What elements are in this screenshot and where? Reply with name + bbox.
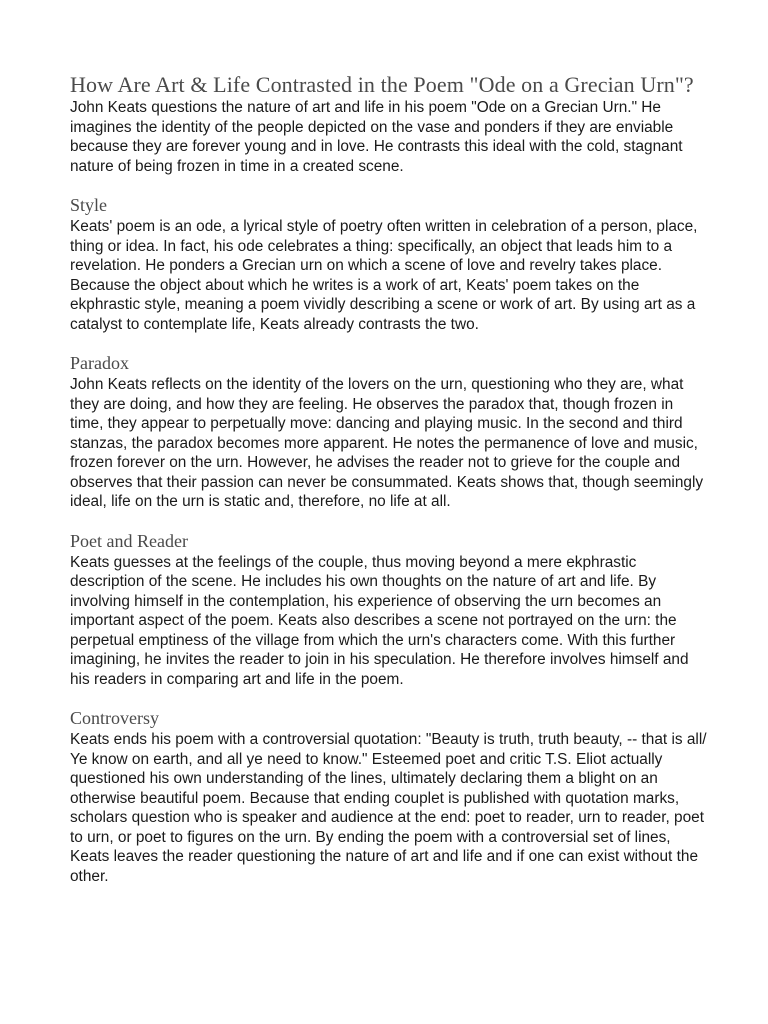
section-style xyxy=(70,195,710,334)
intro-paragraph: John Keats questions the nature of art and life in his poem "Ode on a Grecian Urn." He imagines the identity of the people depicted on the vase and ponders if they are enviable because they are forever young and in love. He contrasts this ideal with the cold, stagnant nature of being frozen in time in a created scene. xyxy=(70,99,683,175)
section-heading: Controversy xyxy=(70,708,159,728)
section-heading: Paradox xyxy=(70,353,129,373)
article xyxy=(70,72,710,886)
section-paragraph: Keats guesses at the feelings of the couple, thus moving beyond a mere ekphrastic description of the scene. He includes his own thoughts on the nature of art and life. By involving himself in the contemplation, his experience of observing the urn becomes an important aspect of the poem. Keats also describes a scene not portrayed on the urn: the perpetual emptiness of the village from which the urn's characters come. With this further imagining, he invites the reader to join in his speculation. He therefore involves himself and his readers in comparing art and life in the poem. xyxy=(70,553,689,688)
article-title: How Are Art & Life Contrasted in the Poem "Ode on a Grecian Urn"? xyxy=(70,72,694,97)
section-heading: Style xyxy=(70,195,108,215)
section-paragraph: Keats ends his poem with a controversial quotation: "Beauty is truth, truth beauty, -- that is all/ Ye know on earth, and all ye need to know." Esteemed poet and critic T.S. Eliot actually questioned his own understanding of the lines, ultimately declaring them a blight on an otherwise beautiful poem. Because that ending couplet is published with quotation marks, scholars question who is speaker and audience at the end: poet to reader, urn to reader, poet to urn, or poet to figures on the urn. By ending the poem with a controversial set of lines, Keats leaves the reader questioning the nature of art and life and if one can exist without the other. xyxy=(70,731,707,885)
section-paragraph: Keats' poem is an ode, a lyrical style of poetry often written in celebration of a person, place, thing or idea. In fact, his ode celebrates a thing: specifically, an object that leads him to a revelation. He ponders a Grecian urn on which a scene of love and revelry takes place. Because the object about which he writes is a work of art, Keats' poem takes on the ekphrastic style, meaning a poem vividly describing a scene or work of art. By using art as a catalyst to contemplate life, Keats already contrasts the two. xyxy=(70,218,698,333)
section-poet-and-reader xyxy=(70,531,710,690)
section-controversy xyxy=(70,708,710,886)
section-paragraph: John Keats reflects on the identity of the lovers on the urn, questioning who they are, what they are doing, and how they are feeling. He observes the paradox that, though frozen in time, they appear to perpetually move: dancing and playing music. In the second and third stanzas, the paradox becomes more apparent. He notes the permanence of love and music, frozen forever on the urn. However, he advises the reader not to grieve for the couple and observes that their passion can never be consummated. Keats shows that, though seemingly ideal, life on the urn is static and, therefore, no life at all. xyxy=(70,376,704,510)
section-paradox xyxy=(70,353,710,512)
section-heading: Poet and Reader xyxy=(70,530,188,551)
